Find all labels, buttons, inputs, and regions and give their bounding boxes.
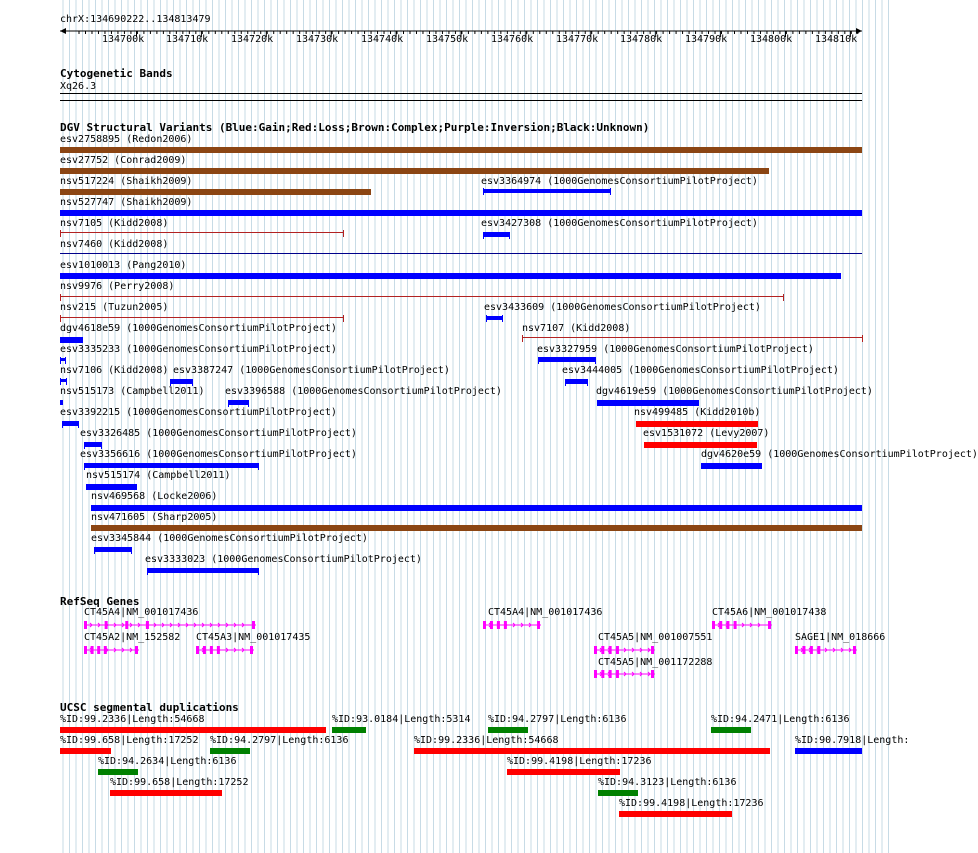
dgv-variant-end-tick [502,315,503,322]
segdup-bar[interactable] [110,790,222,796]
segdup-label[interactable]: %ID:94.2634|Length:6136 [98,756,237,767]
refseq-gene-model[interactable] [795,645,859,655]
segdup-bar[interactable] [98,769,138,775]
dgv-variant-end-tick [258,568,259,575]
dgv-variant-end-tick [538,357,539,364]
refseq-gene-model[interactable] [594,669,657,679]
refseq-exon [250,646,253,654]
ruler-tick-label: 134780k [620,34,663,45]
segdup-bar[interactable] [598,790,638,796]
segdup-label[interactable]: %ID:99.658|Length:17252 [110,777,249,788]
segdup-label[interactable]: %ID:94.2797|Length:6136 [488,714,627,725]
segdup-label[interactable]: %ID:99.2336|Length:54668 [414,735,559,746]
segdup-label[interactable]: %ID:94.3123|Length:6136 [598,777,737,788]
dgv-variant-label[interactable]: esv3396588 (1000GenomesConsortiumPilotProject) [225,386,502,397]
refseq-gene-label[interactable]: CT45A4|NM_001017436 [488,607,603,618]
dgv-variant-label[interactable]: esv3326485 (1000GenomesConsortiumPilotProject) [80,428,357,439]
refseq-exon [483,621,486,629]
dgv-variant-label[interactable]: dgv4619e59 (1000GenomesConsortiumPilotProject) [596,386,873,397]
dgv-variant-bar[interactable] [597,400,699,406]
segdup-label[interactable]: %ID:99.4198|Length:17236 [619,798,764,809]
dgv-variant-label[interactable]: esv3427308 (1000GenomesConsortiumPilotProject) [481,218,758,229]
ruler-tick-label: 134750k [426,34,469,45]
dgv-variant-bar[interactable] [228,400,248,405]
dgv-variant-bar[interactable] [60,253,862,254]
dgv-variant-end-tick [343,315,344,322]
segdup-bar[interactable] [507,769,620,775]
dgv-variant-bar[interactable] [84,463,258,468]
dgv-variant-bar[interactable] [147,568,258,573]
dgv-variant-bar[interactable] [60,232,343,233]
refseq-exon [712,621,715,629]
dgv-variant-end-tick [565,379,566,386]
dgv-variant-bar[interactable] [86,484,137,490]
dgv-variant-label[interactable]: nsv9976 (Perry2008) [60,281,175,292]
segdup-track-title[interactable]: UCSC segmental duplications [60,701,239,714]
dgv-variant-label[interactable]: nsv215 (Tuzun2005) [60,302,169,313]
refseq-gene-model[interactable] [84,645,141,655]
dgv-variant-bar[interactable] [170,379,192,384]
segdup-bar[interactable] [60,727,326,733]
dgv-variant-end-tick [258,463,259,470]
dgv-variant-end-tick [147,568,148,575]
segdup-bar[interactable] [60,748,111,754]
segdup-bar[interactable] [711,727,751,733]
dgv-variant-end-tick [483,232,484,239]
refseq-exon [768,621,771,629]
segdup-label[interactable]: %ID:94.2471|Length:6136 [711,714,850,725]
dgv-variant-end-tick [595,357,596,364]
refseq-exon [135,646,138,654]
dgv-variant-bar[interactable] [701,463,762,469]
ruler-tick-label: 134800k [750,34,793,45]
dgv-variant-label[interactable]: nsv7460 (Kidd2008) [60,239,169,250]
ruler-tick-label: 134810k [815,34,858,45]
ruler-tick-label: 134790k [685,34,728,45]
dgv-variant-end-tick [84,442,85,449]
dgv-variant-label[interactable]: nsv7105 (Kidd2008) [60,218,169,229]
ruler-arrow-left [60,28,66,34]
ruler-tick-label: 134730k [296,34,339,45]
dgv-variant-bar[interactable] [60,400,63,405]
segdup-label[interactable]: %ID:99.658|Length:17252 [60,735,199,746]
refseq-exon [651,646,654,654]
dgv-variant-label[interactable]: esv3345844 (1000GenomesConsortiumPilotProject) [91,533,368,544]
segdup-bar[interactable] [210,748,250,754]
dgv-variant-bar[interactable] [644,442,757,448]
dgv-variant-label[interactable]: esv2758895 (Redon2006) [60,134,193,145]
dgv-variant-end-tick [66,378,67,385]
cytoband-bar-top [60,93,862,94]
refseq-gene-model[interactable] [483,620,543,630]
refseq-gene-model[interactable] [712,620,774,630]
dgv-variant-end-tick [60,378,61,385]
dgv-variant-end-tick [228,400,229,407]
dgv-variant-label[interactable]: nsv527747 (Shaikh2009) [60,197,193,208]
refseq-exon [252,621,255,629]
dgv-variant-bar[interactable] [60,273,841,279]
dgv-variant-bar[interactable] [60,210,862,216]
dgv-variant-end-tick [62,421,63,428]
dgv-variant-bar[interactable] [60,147,862,153]
dgv-variant-bar[interactable] [94,547,131,552]
refseq-gene-label[interactable]: SAGE1|NM_018666 [795,632,886,643]
dgv-variant-bar[interactable] [60,296,783,297]
dgv-variant-bar[interactable] [84,442,101,447]
dgv-variant-label[interactable]: nsv515174 (Campbell2011) [86,470,231,481]
dgv-variant-label[interactable]: dgv4620e59 (1000GenomesConsortiumPilotProject) [701,449,978,460]
dgv-variant-label[interactable]: nsv7106 (Kidd2008) [60,365,169,376]
dgv-variant-label[interactable]: esv3433609 (1000GenomesConsortiumPilotProject) [484,302,761,313]
dgv-variant-bar[interactable] [565,379,587,384]
segdup-bar[interactable] [619,811,732,817]
dgv-variant-bar[interactable] [60,168,769,174]
dgv-variant-label[interactable]: esv3364974 (1000GenomesConsortiumPilotProject) [481,176,758,187]
dgv-variant-end-tick [862,335,863,342]
dgv-variant-label[interactable]: esv3333023 (1000GenomesConsortiumPilotProject) [145,554,422,565]
dgv-variant-label[interactable]: nsv517224 (Shaikh2009) [60,176,193,187]
refseq-gene-label[interactable]: CT45A5|NM_001172288 [598,657,713,668]
ruler-tick-label: 134700k [102,34,145,45]
segdup-bar[interactable] [795,748,862,754]
dgv-variant-bar[interactable] [538,357,595,362]
refseq-exon [795,646,798,654]
segdup-bar[interactable] [488,727,528,733]
refseq-exon [594,646,597,654]
refseq-exon [594,670,597,678]
refseq-exon [84,621,87,629]
dgv-variant-end-tick [60,294,61,301]
dgv-variant-label[interactable]: esv3387247 (1000GenomesConsortiumPilotProject) [173,365,450,376]
dgv-variant-label[interactable]: esv3356616 (1000GenomesConsortiumPilotProject) [80,449,357,460]
refseq-gene-label[interactable]: CT45A6|NM_001017438 [712,607,827,618]
segdup-label[interactable]: %ID:99.2336|Length:54668 [60,714,205,725]
cytoband-bar-bottom [60,100,862,101]
dgv-variant-label[interactable]: esv1531072 (Levy2007) [643,428,770,439]
dgv-variant-label[interactable]: esv3335233 (1000GenomesConsortiumPilotProject) [60,344,337,355]
dgv-variant-end-tick [65,357,66,364]
dgv-variant-end-tick [192,379,193,386]
refseq-gene-label[interactable]: CT45A2|NM_152582 [84,632,181,643]
dgv-variant-bar[interactable] [62,421,78,426]
dgv-variant-label[interactable]: esv3444005 (1000GenomesConsortiumPilotProject) [562,365,839,376]
segdup-bar[interactable] [332,727,366,733]
dgv-variant-end-tick [587,379,588,386]
dgv-variant-label[interactable]: nsv7107 (Kidd2008) [522,323,631,334]
dgv-variant-end-tick [783,294,784,301]
dgv-variant-end-tick [84,463,85,470]
dgv-variant-label[interactable]: nsv499485 (Kidd2010b) [634,407,761,418]
dgv-variant-end-tick [343,230,344,237]
segdup-label[interactable]: %ID:93.0184|Length:5314 [332,714,471,725]
dgv-variant-bar[interactable] [522,337,862,338]
segdup-label[interactable]: %ID:90.7918|Length: [795,735,910,746]
refseq-exon [104,646,107,654]
dgv-variant-end-tick [170,379,171,386]
dgv-variant-label[interactable]: esv3392215 (1000GenomesConsortiumPilotProject) [60,407,337,418]
dgv-variant-bar[interactable] [483,189,610,193]
dgv-variant-label[interactable]: esv1010013 (Pang2010) [60,260,187,271]
ruler-tick-label: 134740k [361,34,404,45]
dgv-variant-bar[interactable] [60,189,371,195]
ruler-tick-label: 134760k [491,34,534,45]
dgv-variant-bar[interactable] [91,525,862,531]
refseq-exon [651,670,654,678]
dgv-variant-end-tick [486,315,487,322]
cytoband-label: Xq26.3 [60,81,97,92]
dgv-variant-label[interactable]: nsv469568 (Locke2006) [91,491,218,502]
refseq-exon [84,646,87,654]
refseq-exon [105,621,108,629]
dgv-variant-end-tick [60,315,61,322]
dgv-track-title[interactable]: DGV Structural Variants (Blue:Gain;Red:Loss;Brown:Complex;Purple:Inversion;Black:Unknown) [60,121,650,134]
refseq-gene-model[interactable] [84,620,258,630]
ruler-tick-label: 134710k [166,34,209,45]
dgv-variant-bar[interactable] [486,316,502,320]
dgv-variant-end-tick [610,188,611,195]
dgv-variant-bar[interactable] [636,421,758,427]
dgv-variant-bar[interactable] [60,337,83,343]
cytoband-track-title[interactable]: Cytogenetic Bands [60,67,173,80]
refseq-exon [853,646,856,654]
refseq-gene-model[interactable] [196,645,256,655]
segdup-label[interactable]: %ID:94.2797|Length:6136 [210,735,349,746]
dgv-variant-end-tick [101,442,102,449]
dgv-variant-label[interactable]: esv3327959 (1000GenomesConsortiumPilotProject) [537,344,814,355]
refseq-exon [196,646,199,654]
dgv-variant-label[interactable]: esv27752 (Conrad2009) [60,155,187,166]
refseq-gene-label[interactable]: CT45A3|NM_001017435 [196,632,311,643]
dgv-variant-end-tick [78,421,79,428]
segdup-bar[interactable] [414,748,770,754]
refseq-gene-label[interactable]: CT45A4|NM_001017436 [84,607,199,618]
dgv-variant-end-tick [131,547,132,554]
dgv-variant-end-tick [248,400,249,407]
refseq-track-title[interactable]: RefSeq Genes [60,595,140,608]
dgv-variant-label[interactable]: dgv4618e59 (1000GenomesConsortiumPilotProject) [60,323,337,334]
dgv-variant-bar[interactable] [483,232,509,237]
dgv-variant-end-tick [522,335,523,342]
dgv-variant-label[interactable]: nsv471605 (Sharp2005) [91,512,218,523]
ruler-tick-label: 134720k [231,34,274,45]
dgv-variant-end-tick [509,232,510,239]
dgv-variant-bar[interactable] [91,505,862,511]
refseq-gene-label[interactable]: CT45A5|NM_001007551 [598,632,713,643]
dgv-variant-end-tick [60,230,61,237]
dgv-variant-bar[interactable] [60,317,343,318]
segdup-label[interactable]: %ID:99.4198|Length:17236 [507,756,652,767]
dgv-variant-label[interactable]: nsv515173 (Campbell2011) [60,386,205,397]
dgv-variant-end-tick [94,547,95,554]
ruler-tick-label: 134770k [556,34,599,45]
dgv-variant-end-tick [483,188,484,195]
refseq-gene-model[interactable] [594,645,657,655]
dgv-variant-end-tick [60,357,61,364]
refseq-exon [537,621,540,629]
position-label: chrX:134690222..134813479 [60,14,211,25]
refseq-exon [125,621,128,629]
